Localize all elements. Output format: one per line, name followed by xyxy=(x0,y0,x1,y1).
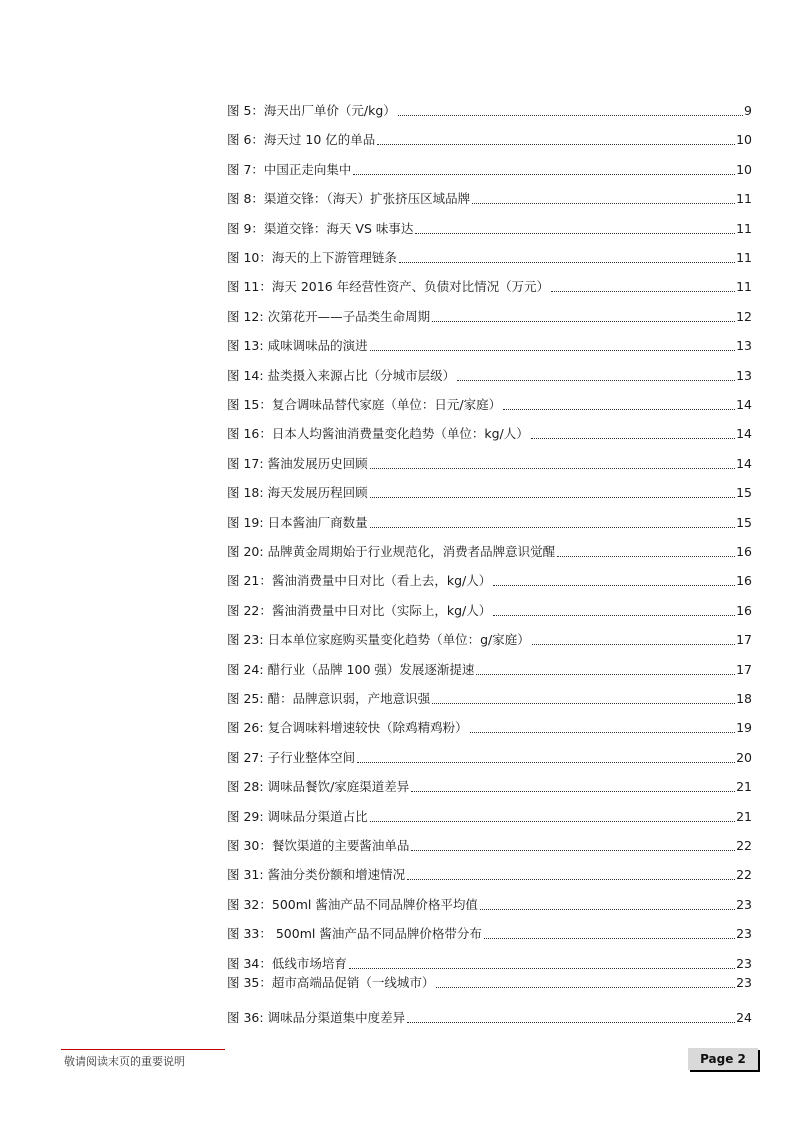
toc-entry-page: 23 xyxy=(736,955,752,971)
toc-entry-page: 11 xyxy=(736,279,752,295)
toc-entry-label: 图 27: 子行业整体空间 xyxy=(227,749,356,765)
toc-entry-label: 图 12: 次第花开——子品类生命周期 xyxy=(227,308,431,324)
toc-entry-label: 图 19: 日本酱油厂商数量 xyxy=(227,514,368,530)
toc-entry-label: 图 36: 调味品分渠道集中度差异 xyxy=(227,1010,406,1025)
toc-leader xyxy=(411,850,735,851)
toc-entry-page: 21 xyxy=(736,808,752,824)
toc-entry-label: 图 35：超市高端品促销（一线城市） xyxy=(227,975,435,990)
toc-entry[interactable] xyxy=(227,366,752,386)
toc-entry-label: 图 8：渠道交锋：（海天）扩张挤压区域品牌 xyxy=(227,191,471,207)
toc-entry[interactable] xyxy=(227,601,752,621)
toc-leader xyxy=(357,762,735,763)
toc-entry-label: 图 30：餐饮渠道的主要酱油单品 xyxy=(227,838,410,853)
toc-entry-label: 图 20: 品牌黄金周期始于行业规范化，消费者品牌意识觉醒 xyxy=(227,544,556,559)
toc-entry[interactable] xyxy=(227,660,752,680)
toc-entry-page: 16 xyxy=(736,544,752,559)
toc-entry[interactable] xyxy=(227,219,752,239)
toc-entry[interactable] xyxy=(227,307,752,327)
toc-leader xyxy=(493,585,735,586)
toc-entry-page: 23 xyxy=(736,926,752,942)
toc-entry[interactable] xyxy=(227,689,752,709)
toc-leader xyxy=(476,674,735,675)
toc-leader xyxy=(551,291,735,292)
footer-divider xyxy=(61,1049,225,1050)
toc-entry-label: 图 32：500ml 酱油产品不同品牌价格平均值 xyxy=(227,896,478,912)
toc-entry-page: 14 xyxy=(736,426,752,442)
toc-entry[interactable] xyxy=(227,101,752,121)
toc-leader xyxy=(472,203,735,204)
toc-leader xyxy=(480,909,735,910)
toc-entry-page: 22 xyxy=(736,838,752,853)
toc-entry[interactable] xyxy=(227,748,752,768)
toc-entry-page: 23 xyxy=(736,975,752,990)
toc-entry-label: 图 21：酱油消费量中日对比（看上去，kg/人） xyxy=(227,573,492,589)
toc-entry-page: 11 xyxy=(736,250,752,265)
toc-entry[interactable] xyxy=(227,160,752,180)
toc-entry-label: 图 31: 酱油分类份额和增速情况 xyxy=(227,867,406,883)
toc-entry[interactable] xyxy=(227,454,752,474)
toc-entry[interactable] xyxy=(227,1008,752,1028)
toc-leader xyxy=(493,615,735,616)
toc-leader xyxy=(370,527,736,528)
toc-entry-page: 11 xyxy=(736,191,752,207)
toc-entry[interactable] xyxy=(227,865,752,885)
toc-leader xyxy=(470,732,736,733)
toc-entry[interactable] xyxy=(227,513,752,533)
toc-entry-page: 20 xyxy=(736,749,752,765)
toc-entry-page: 15 xyxy=(736,485,752,501)
toc-entry-label: 图 28: 调味品餐饮/家庭渠道差异 xyxy=(227,779,410,795)
toc-entry[interactable] xyxy=(227,895,752,915)
toc-leader xyxy=(370,468,736,469)
toc-entry-label: 图 18: 海天发展历程回顾 xyxy=(227,485,368,501)
toc-leader xyxy=(484,938,735,939)
toc-entry-page: 15 xyxy=(736,514,752,530)
toc-leader xyxy=(432,321,735,322)
toc-leader xyxy=(436,987,735,988)
toc-entry[interactable] xyxy=(227,718,752,738)
toc-entry-page: 11 xyxy=(736,220,752,236)
toc-leader xyxy=(531,438,735,439)
toc-entry-label: 图 17: 酱油发展历史回顾 xyxy=(227,455,368,471)
toc-entry[interactable] xyxy=(227,277,752,297)
toc-entry-page: 10 xyxy=(736,132,752,148)
page-number-badge: Page 2 xyxy=(688,1048,758,1070)
toc-leader xyxy=(557,556,735,557)
toc-entry[interactable] xyxy=(227,483,752,503)
toc-entry-page: 16 xyxy=(736,602,752,618)
toc-entry-label: 图 6：海天过 10 亿的单品 xyxy=(227,132,376,148)
toc-entry[interactable] xyxy=(227,424,752,444)
toc-entry-page: 18 xyxy=(736,691,752,706)
toc-leader xyxy=(399,262,735,263)
toc-entry-page: 19 xyxy=(736,720,752,736)
toc-entry-label: 图 7：中国正走向集中 xyxy=(227,161,352,177)
toc-leader xyxy=(432,703,735,704)
toc-leader xyxy=(457,380,735,381)
toc-leader xyxy=(370,350,736,351)
toc-leader xyxy=(415,233,735,234)
toc-entry-label: 图 33： 500ml 酱油产品不同品牌价格带分布 xyxy=(227,926,482,942)
toc-leader xyxy=(370,497,736,498)
toc-entry[interactable] xyxy=(227,836,752,856)
toc-entry-page: 22 xyxy=(736,867,752,883)
toc-entry-label: 图 29: 调味品分渠道占比 xyxy=(227,808,368,824)
toc-leader xyxy=(398,115,743,116)
toc-entry-page: 13 xyxy=(736,367,752,383)
toc-entry-page: 17 xyxy=(736,661,752,677)
toc-entry-label: 图 25: 醋：品牌意识弱，产地意识强 xyxy=(227,691,431,706)
toc-entry-label: 图 16：日本人均酱油消费量变化趋势（单位：kg/人） xyxy=(227,426,529,442)
toc-entry-page: 14 xyxy=(736,455,752,471)
toc-entry-label: 图 13: 咸味调味品的演进 xyxy=(227,338,368,354)
toc-entry-page: 13 xyxy=(736,338,752,354)
toc-entry[interactable] xyxy=(227,336,752,356)
toc-entry-page: 24 xyxy=(736,1010,752,1025)
toc-entry-label: 图 22：酱油消费量中日对比（实际上，kg/人） xyxy=(227,602,492,618)
toc-leader xyxy=(353,174,735,175)
toc-leader xyxy=(407,1022,735,1023)
toc-leader xyxy=(377,144,735,145)
toc-entry-label: 图 23: 日本单位家庭购买量变化趋势（单位：g/家庭） xyxy=(227,632,530,648)
toc-entry[interactable] xyxy=(227,571,752,591)
toc-entry-label: 图 14: 盐类摄入来源占比（分城市层级） xyxy=(227,367,456,383)
toc-leader xyxy=(532,644,735,645)
toc-entry-page: 14 xyxy=(736,397,752,412)
toc-entry[interactable] xyxy=(227,924,752,944)
toc-leader xyxy=(411,791,735,792)
toc-entry-label: 图 10：海天的上下游管理链条 xyxy=(227,250,397,265)
toc-leader xyxy=(407,879,735,880)
toc-entry[interactable] xyxy=(227,630,752,650)
toc-entry-label: 图 34：低线市场培育 xyxy=(227,955,347,971)
toc-entry[interactable] xyxy=(227,954,752,974)
toc-entry[interactable] xyxy=(227,542,752,562)
toc-entry-page: 12 xyxy=(736,308,752,324)
toc-entry-label: 图 26: 复合调味料增速较快（除鸡精鸡粉） xyxy=(227,720,468,736)
toc-leader xyxy=(349,968,735,969)
toc-entry-label: 图 9：渠道交锋：海天 VS 味事达 xyxy=(227,220,414,236)
toc-entry-label: 图 15：复合调味品替代家庭（单位：日元/家庭） xyxy=(227,397,502,412)
toc-entry-page: 16 xyxy=(736,573,752,589)
toc-leader xyxy=(370,821,736,822)
disclaimer-note: 敬请阅读末页的重要说明 xyxy=(64,1055,185,1068)
toc-entry[interactable] xyxy=(227,189,752,209)
toc-entry-label: 图 11：海天 2016 年经营性资产、负债对比情况（万元） xyxy=(227,279,550,295)
toc-entry[interactable] xyxy=(227,807,752,827)
toc-entry[interactable] xyxy=(227,973,752,993)
toc-entry[interactable] xyxy=(227,777,752,797)
toc-entry-page: 23 xyxy=(736,896,752,912)
toc-entry[interactable] xyxy=(227,130,752,150)
toc-entry-page: 21 xyxy=(736,779,752,795)
toc-entry-page: 9 xyxy=(744,103,752,118)
toc-entry-page: 17 xyxy=(736,632,752,648)
toc-leader xyxy=(503,409,735,410)
toc-entry[interactable] xyxy=(227,248,752,268)
toc-entry-page: 10 xyxy=(736,161,752,177)
toc-entry-label: 图 24: 醋行业（品牌 100 强）发展逐渐提速 xyxy=(227,661,475,677)
toc-entry-label: 图 5：海天出厂单价（元/kg） xyxy=(227,103,396,118)
toc-entry[interactable] xyxy=(227,395,752,415)
